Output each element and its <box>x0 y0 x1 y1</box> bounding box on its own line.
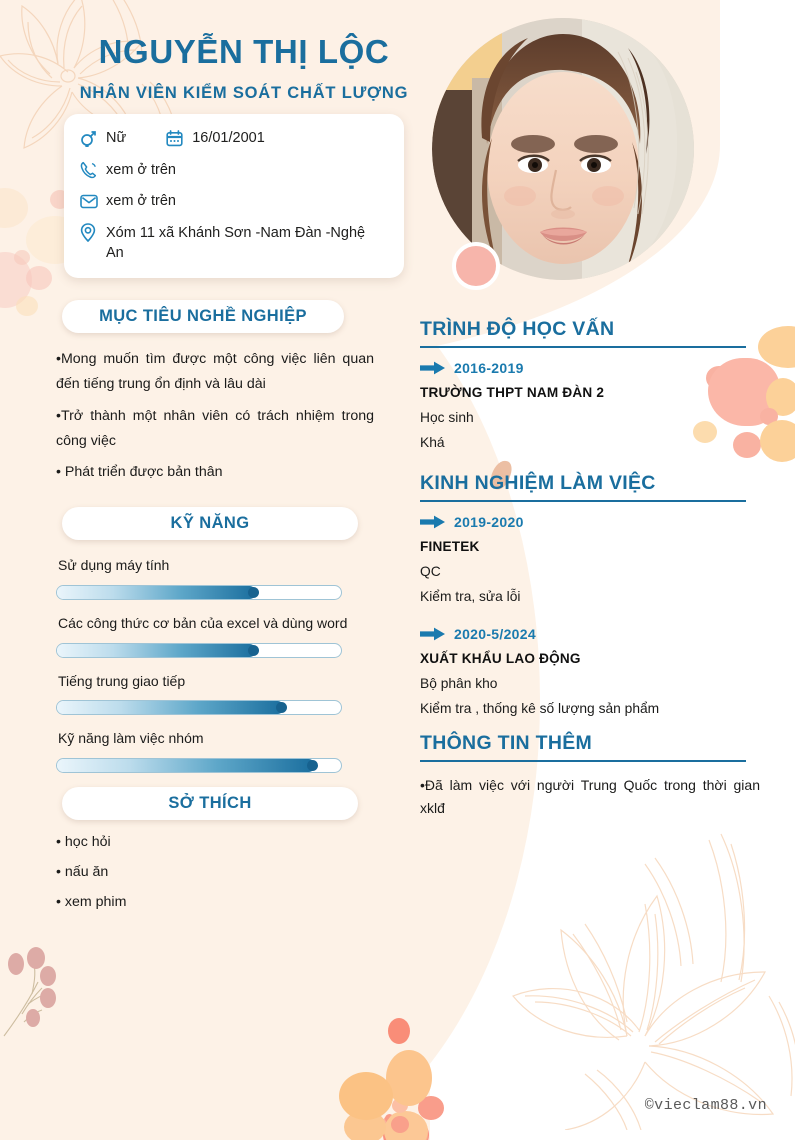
skill-progress-knob[interactable] <box>248 587 259 598</box>
arrow-right-icon <box>420 515 446 529</box>
education-entry <box>420 360 760 450</box>
experience-entry <box>420 626 760 716</box>
education-role: Học sinh <box>420 410 474 425</box>
info-row-address <box>80 223 388 264</box>
entry-date-row <box>420 360 760 376</box>
entry-date-row <box>420 626 760 642</box>
header <box>0 0 795 300</box>
experience-role: QC <box>420 564 441 579</box>
arrow-right-icon <box>420 627 446 641</box>
experience-role: Bộ phân kho <box>420 676 498 691</box>
skill-label: Các công thức cơ bản của excel và dùng word <box>58 615 348 631</box>
info-row-phone <box>80 160 388 181</box>
skill-label: Tiếng trung giao tiếp <box>58 672 186 689</box>
watermark: ©vieclam88.vn <box>644 1097 767 1114</box>
skill-progress-knob[interactable] <box>248 645 259 656</box>
education-detail: Khá <box>420 435 445 450</box>
profile-photo-wrapper <box>432 18 694 280</box>
experience-company: FINETEK <box>420 539 480 554</box>
section-experience <box>420 472 760 716</box>
skill-progress-bar[interactable] <box>56 585 342 600</box>
hobbies-list <box>56 834 356 910</box>
left-column <box>0 300 400 924</box>
decor-blob <box>339 1072 393 1120</box>
skill-progress-knob[interactable] <box>307 760 318 771</box>
birthday-value: 16/01/2001 <box>192 130 265 146</box>
experience-detail: Kiểm tra, sửa lỗi <box>420 589 521 604</box>
education-school: TRƯỜNG THPT NAM ĐÀN 2 <box>420 385 605 400</box>
skill-progress-bar[interactable] <box>56 643 342 658</box>
experience-entry <box>420 514 760 604</box>
experience-detail: Kiểm tra , thống kê số lượng sản phẩm <box>420 701 660 716</box>
experience-title: KINH NGHIỆM LÀM VIỆC <box>420 472 656 494</box>
info-row-gender-birthday <box>80 128 388 149</box>
objective-item: •Trở thành một nhân viên có trách nhiệm trong công việc <box>56 407 374 449</box>
skill-progress-knob[interactable] <box>276 702 287 713</box>
email-value: xem ở trên <box>106 193 176 210</box>
additional-text: •Đã làm việc với người Trung Quốc trong thời gian xklđ <box>420 777 760 817</box>
skills-title: KỸ NĂNG <box>170 514 250 533</box>
berry-sprig-icon <box>2 940 72 1050</box>
envelope-icon <box>80 191 106 211</box>
skills-list <box>56 556 348 772</box>
objective-title: MỤC TIÊU NGHỀ NGHIỆP <box>99 307 307 325</box>
section-header-objective <box>62 300 344 333</box>
location-pin-icon <box>80 223 106 243</box>
additional-body <box>420 774 760 820</box>
section-divider <box>420 346 746 348</box>
right-column <box>420 318 760 826</box>
education-date: 2016-2019 <box>454 360 524 376</box>
venus-mars-icon <box>80 128 106 148</box>
address-value: Xóm 11 xã Khánh Sơn -Nam Đàn -Nghệ An <box>106 224 366 262</box>
phone-value: xem ở trên <box>106 161 176 178</box>
decor-blob <box>391 1116 409 1133</box>
experience-date: 2019-2020 <box>454 514 524 530</box>
decor-blob <box>760 420 795 462</box>
calendar-icon <box>166 128 192 148</box>
skill-progress-fill <box>57 701 284 714</box>
section-additional-info <box>420 732 760 820</box>
hobby-item: • xem phim <box>56 893 127 910</box>
section-education <box>420 318 760 450</box>
education-title: TRÌNH ĐỘ HỌC VẤN <box>420 318 615 340</box>
page-title: NGUYỄN THỊ LỘC <box>98 33 390 70</box>
section-divider <box>420 500 746 502</box>
objective-item: •Mong muốn tìm được một công việc liên quan đến tiếng trung ổn định và lâu dài <box>56 351 374 393</box>
entry-date-row <box>420 514 760 530</box>
contact-info-card <box>64 114 404 278</box>
skill-item <box>56 729 348 773</box>
hobby-item: • học hỏi <box>56 833 111 850</box>
hobby-item: • nấu ăn <box>56 863 109 880</box>
info-row-email <box>80 191 388 212</box>
section-header-hobbies <box>62 787 358 820</box>
phone-icon <box>80 160 106 180</box>
skill-item <box>56 556 348 600</box>
skill-progress-fill <box>57 586 256 599</box>
additional-title: THÔNG TIN THÊM <box>420 732 593 754</box>
objective-item: • Phát triển được bản thân <box>56 464 223 481</box>
experience-date: 2020-5/2024 <box>454 626 536 642</box>
skill-label: Sử dụng máy tính <box>58 557 170 574</box>
skill-item <box>56 672 348 716</box>
objective-list <box>56 347 374 485</box>
lotus-line-art-icon <box>469 830 795 1130</box>
section-divider <box>420 760 746 762</box>
skill-progress-bar[interactable] <box>56 758 342 773</box>
gender-value: Nữ <box>106 130 127 146</box>
skill-progress-fill <box>57 644 256 657</box>
skill-progress-bar[interactable] <box>56 700 342 715</box>
hobbies-title: SỞ THÍCH <box>168 793 252 812</box>
photo-accent-badge <box>452 242 500 290</box>
skill-progress-fill <box>57 759 315 772</box>
arrow-right-icon <box>420 361 446 375</box>
job-title: NHÂN VIÊN KIỂM SOÁT CHẤT LƯỢNG <box>79 84 409 102</box>
decor-blob <box>388 1018 410 1044</box>
skill-item <box>56 614 348 658</box>
info-birthday-group <box>166 128 265 149</box>
section-header-skills <box>62 507 358 540</box>
experience-company: XUẤT KHẨU LAO ĐỘNG <box>420 651 581 666</box>
avatar <box>432 18 694 280</box>
skill-label: Kỹ năng làm việc nhóm <box>58 730 204 747</box>
